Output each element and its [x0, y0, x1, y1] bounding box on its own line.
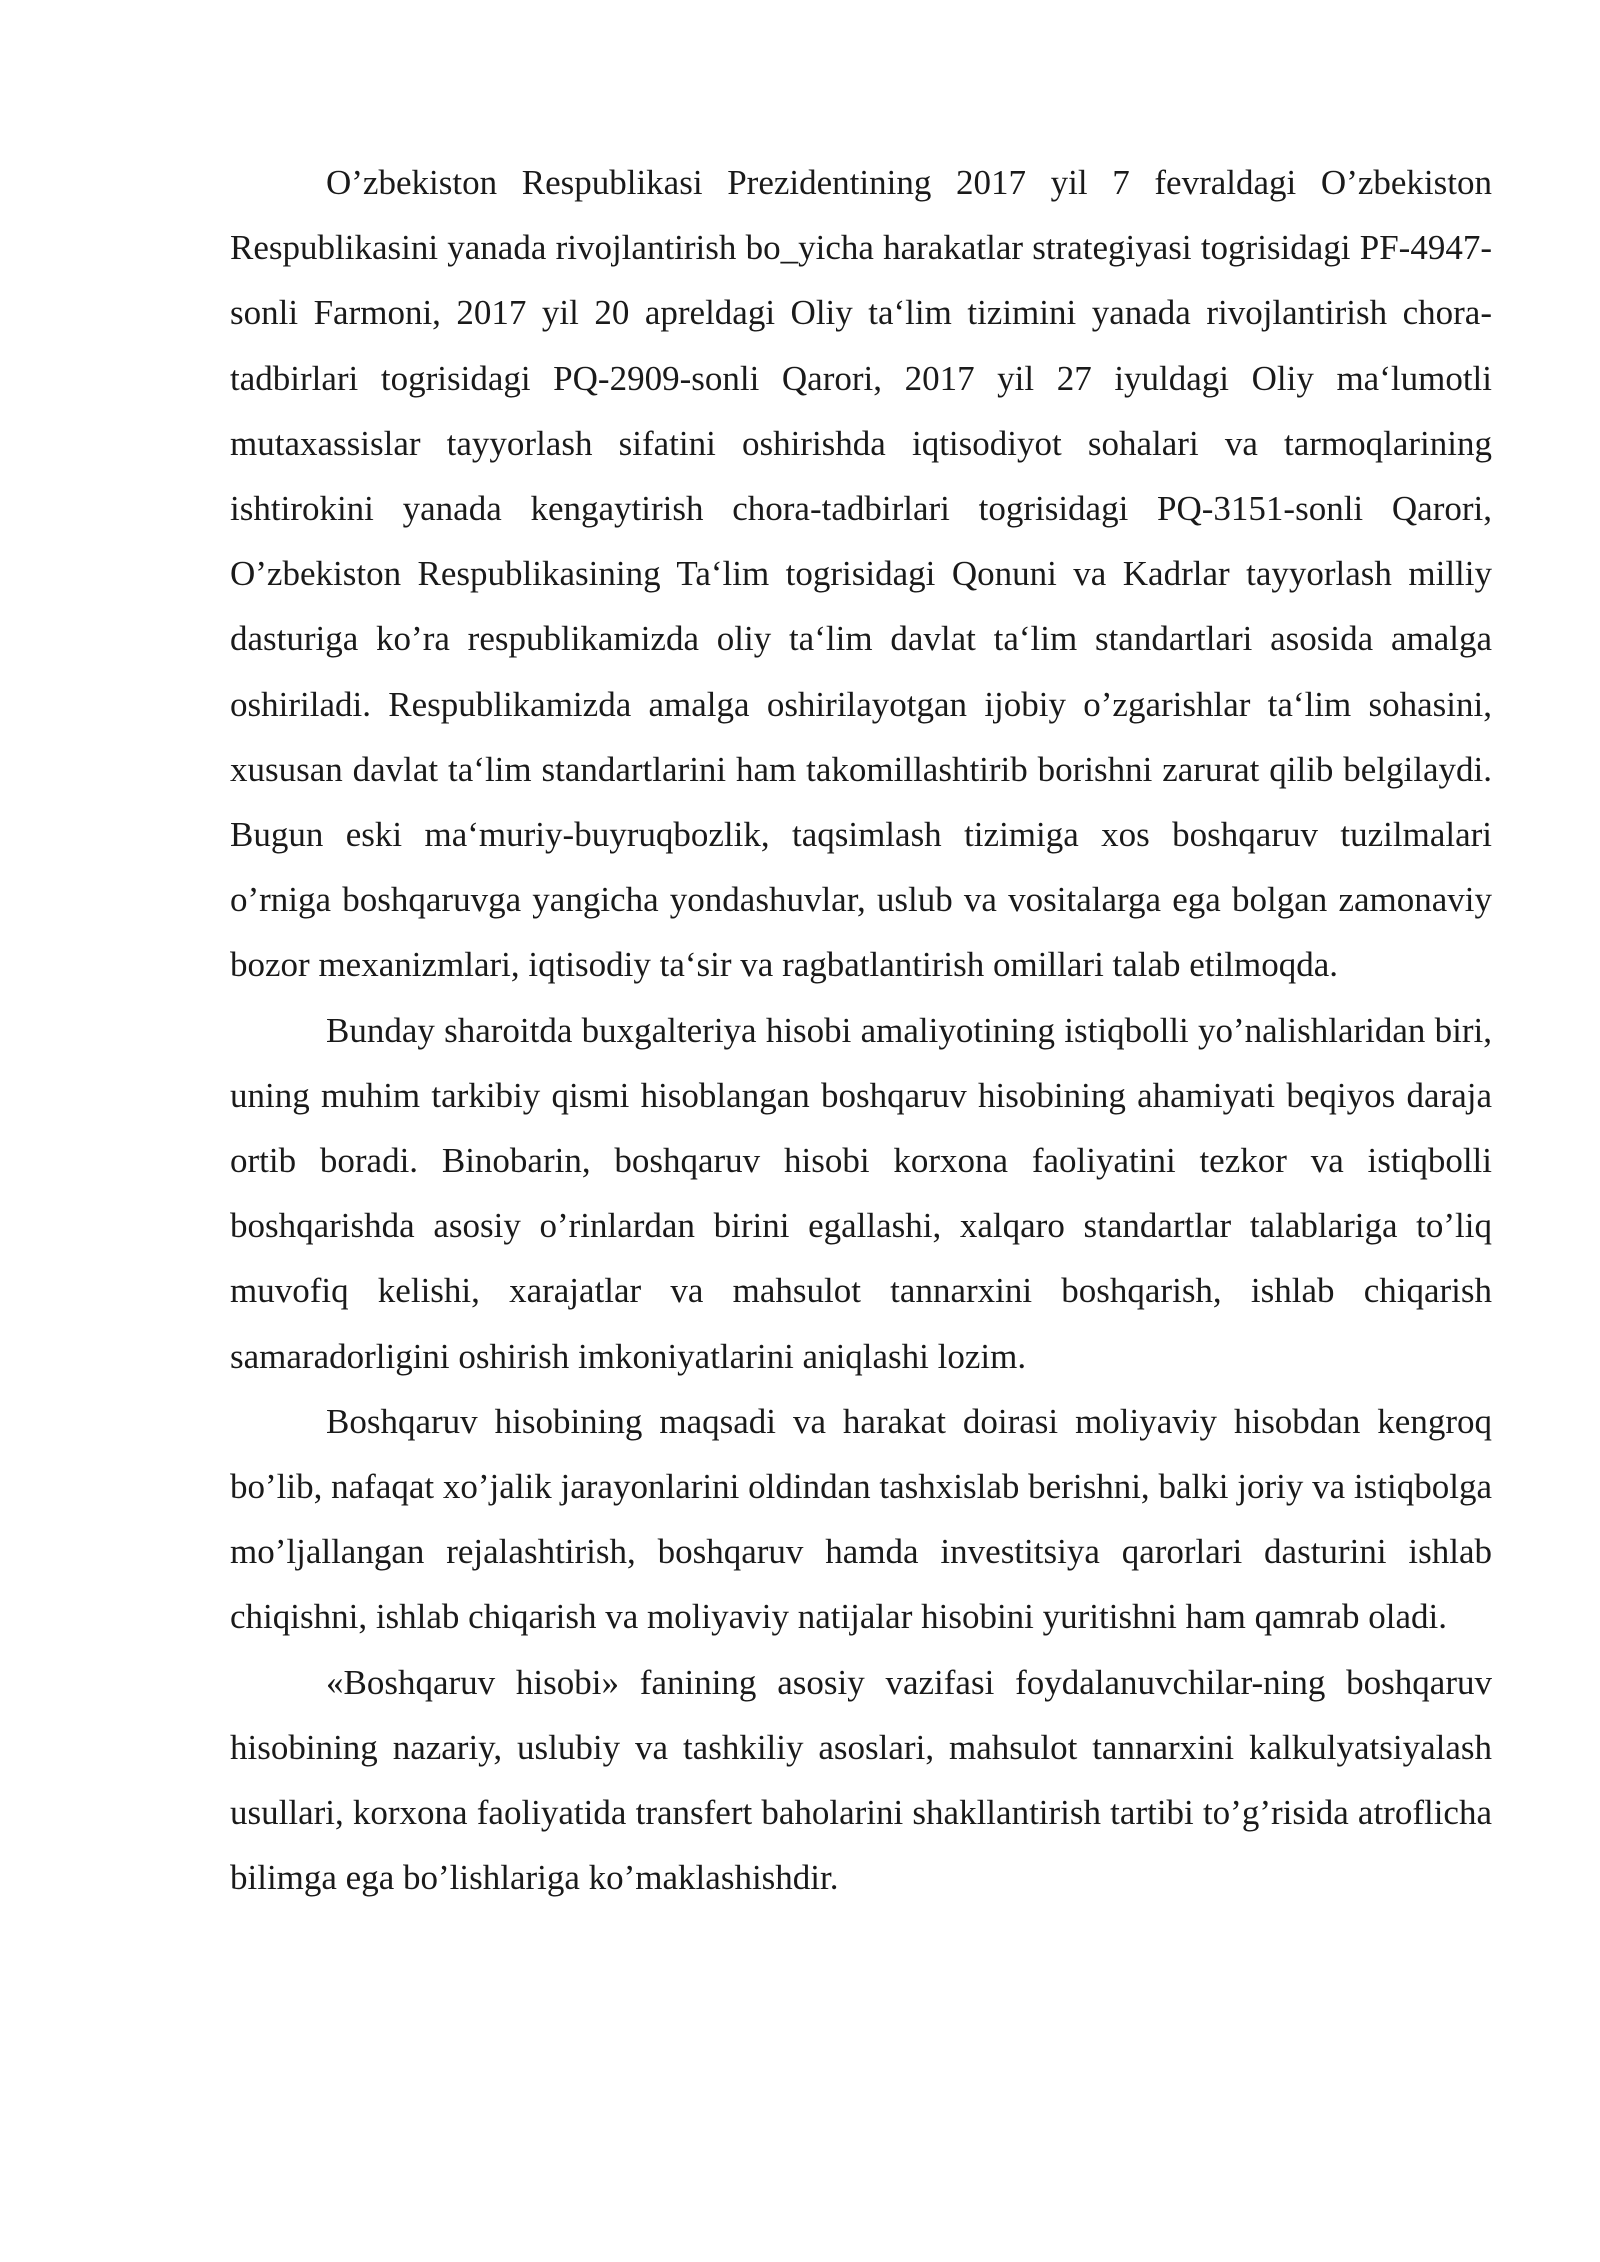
- paragraph-4: «Boshqaruv hisobi» fanining asosiy vazifasi foydalanuvchilar-ning boshqaruv hisobining nazariy, uslubiy va tashkiliy asoslari, mahsulot tannarxini kalkulyatsiyalash usullari, korxona faoliyatida transfert baholarini shakllantirish tartibi to’g’risida atroflicha bilimga ega bo’lishlariga ko’maklashishdir.: [230, 1662, 1492, 1898]
- document-page: [230, 150, 1492, 1910]
- paragraph-1: O’zbekiston Respublikasi Prezidentining 2017 yil 7 fevraldagi O’zbekiston Respublikasini yanada rivojlantirish bo_yicha harakatlar strategiyasi togrisidagi PF-4947-sonli Farmoni, 2017 yil 20 apreldagi Oliy ta‘lim tizimini yanada rivojlantirish chora-tadbirlari togrisidagi PQ-2909-sonli Qarori, 2017 yil 27 iyuldagi Oliy ma‘lumotli mutaxassislar tayyorlash sifatini oshirishda iqtisodiyot sohalari va tarmoqlarining ishtirokini yanada kengaytirish chora-tadbirlari togrisidagi PQ-3151-sonli Qarori, O’zbekiston Respublikasining Ta‘lim togrisidagi Qonuni va Kadrlar tayyorlash milliy dasturiga ko’ra respublikamizda oliy ta‘lim davlat ta‘lim standartlari asosida amalga oshiriladi. Respublikamizda amalga oshirilayotgan ijobiy o’zgarishlar ta‘lim sohasini, xususan davlat ta‘lim standartlarini ham takomillashtirib borishni zarurat qilib belgilaydi. Bugun eski ma‘muriy-buyruqbozlik, taqsimlash tizimiga xos boshqaruv tuzilmalari o’rniga boshqaruvga yangicha yondashuvlar, uslub va vositalarga ega bolgan zamonaviy bozor mexanizmlari, iqtisodiy ta‘sir va ragbatlantirish omillari talab etilmoqda.: [230, 163, 1492, 985]
- paragraph-2: Bunday sharoitda buxgalteriya hisobi amaliyotining istiqbolli yo’nalishlaridan biri, uning muhim tarkibiy qismi hisoblangan boshqaruv hisobining ahamiyati beqiyos daraja ortib boradi. Binobarin, boshqaruv hisobi korxona faoliyatini tezkor va istiqbolli boshqarishda asosiy o’rinlardan birini egallashi, xalqaro standartlar talablariga to’liq muvofiq kelishi, xarajatlar va mahsulot tannarxini boshqarish, ishlab chiqarish samaradorligini oshirish imkoniyatlarini aniqlashi lozim.: [230, 1010, 1492, 1376]
- paragraph-3: Boshqaruv hisobining maqsadi va harakat doirasi moliyaviy hisobdan kengroq bo’lib, nafaqat xo’jalik jarayonlarini oldindan tashxislab berishni, balki joriy va istiqbolga mo’ljallangan rejalashtirish, boshqaruv hamda investitsiya qarorlari dasturini ishlab chiqishni, ishlab chiqarish va moliyaviy natijalar hisobini yuritishni ham qamrab oladi.: [230, 1401, 1492, 1637]
